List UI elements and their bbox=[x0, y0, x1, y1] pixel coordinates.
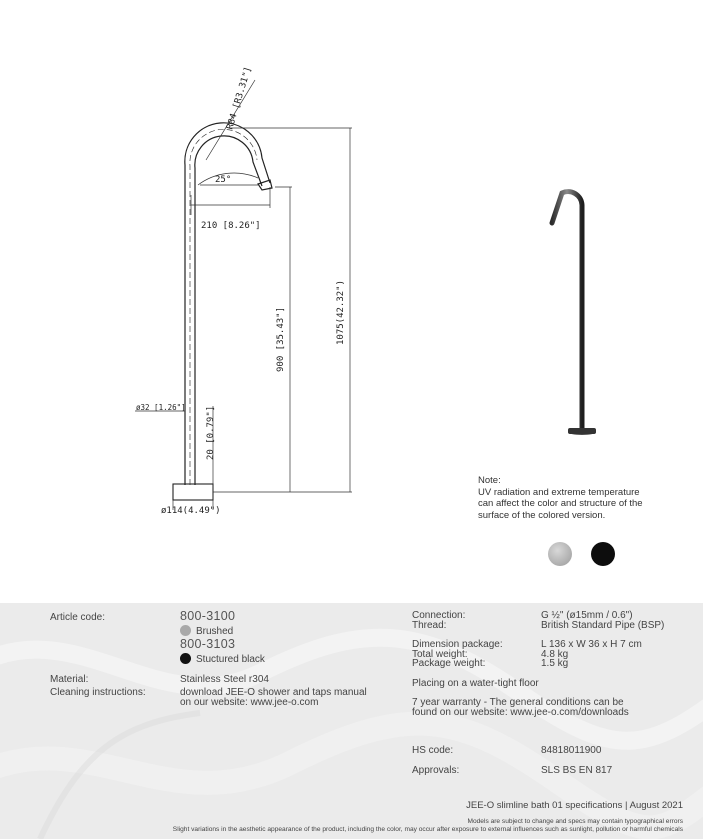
package-weight-value: 1.5 kg bbox=[541, 658, 569, 669]
finish-2 bbox=[180, 653, 265, 666]
finish-1-label: Brushed bbox=[196, 626, 234, 637]
pipe-diameter-label: ø32 [1.26"] bbox=[136, 403, 186, 412]
hs-code-value: 84818011900 bbox=[541, 745, 602, 756]
radius-label: R84 [R3.31"] bbox=[225, 65, 254, 131]
approvals-value: SLS BS EN 817 bbox=[541, 765, 613, 776]
thread-value: British Standard Pipe (BSP) bbox=[541, 620, 665, 631]
footer-title: JEE-O slimline bath 01 specifications | August 2021 bbox=[466, 800, 683, 811]
article-code-2: 800-3103 bbox=[180, 637, 236, 651]
finish-1 bbox=[180, 625, 233, 638]
note-line: UV radiation and extreme temperature bbox=[478, 486, 640, 498]
material-value: Stainless Steel r304 bbox=[180, 674, 269, 685]
black-swatch bbox=[591, 542, 615, 566]
dimension-lines bbox=[135, 80, 352, 510]
reach-label: 210 [8.26"] bbox=[201, 221, 261, 231]
footer-disclaimer-1: Models are subject to change and specs may contain typographical errors bbox=[467, 818, 683, 825]
finish-2-label: Stuctured black bbox=[196, 654, 265, 665]
article-code-1: 800-3100 bbox=[180, 609, 236, 623]
angle-label: 25° bbox=[215, 175, 232, 185]
black-dot bbox=[180, 653, 191, 664]
note-line: can affect the color and structure of the bbox=[478, 498, 643, 509]
note-line: surface of the colored version. bbox=[478, 509, 606, 521]
thread-label: Thread: bbox=[412, 620, 447, 631]
warranty-line-1: 7 year warranty - The general conditions can be bbox=[412, 697, 624, 708]
dimension-value: L 136 x W 36 x H 7 cm bbox=[541, 639, 642, 650]
approvals-label: Approvals: bbox=[412, 765, 460, 776]
article-code-label: Article code: bbox=[50, 612, 106, 623]
base-height-label: 20 [0.79"] bbox=[206, 405, 216, 460]
cleaning-line-1: download JEE-O shower and taps manual bbox=[180, 687, 367, 698]
footer-disclaimer-2: Slight variations in the aesthetic appearance of the product, including the color, may occur after exposure to external influences such as sunlight, pollution or harmful chemicals bbox=[172, 826, 683, 833]
height-1075-label: 1075(42.32") bbox=[336, 279, 346, 345]
brushed-dot bbox=[180, 625, 191, 636]
note-title: Note: bbox=[478, 475, 501, 486]
cleaning-line-2[interactable]: on our website: www.jee-o.com bbox=[180, 697, 319, 708]
dimension-label: Dimension package: bbox=[412, 639, 503, 650]
cleaning-label: Cleaning instructions: bbox=[50, 687, 146, 698]
brushed-swatch bbox=[548, 542, 572, 566]
total-weight-label: Total weight: bbox=[412, 649, 468, 660]
hs-code-label: HS code: bbox=[412, 745, 454, 756]
total-weight-value: 4.8 kg bbox=[541, 649, 569, 660]
package-weight-label: Package weight: bbox=[412, 658, 486, 669]
warranty-line-2[interactable]: found on our website: www.jee-o.com/downloads bbox=[412, 707, 629, 718]
connection-label: Connection: bbox=[412, 610, 466, 621]
material-label: Material: bbox=[50, 674, 89, 685]
height-900-label: 900 [35.43"] bbox=[276, 306, 286, 372]
placing-text: Placing on a water-tight floor bbox=[412, 678, 539, 689]
connection-value: G ½" (ø15mm / 0.6") bbox=[541, 610, 633, 621]
base-diameter-label: ø114(4.49") bbox=[161, 506, 221, 516]
spec-panel bbox=[0, 603, 703, 839]
product-photo bbox=[540, 175, 620, 445]
